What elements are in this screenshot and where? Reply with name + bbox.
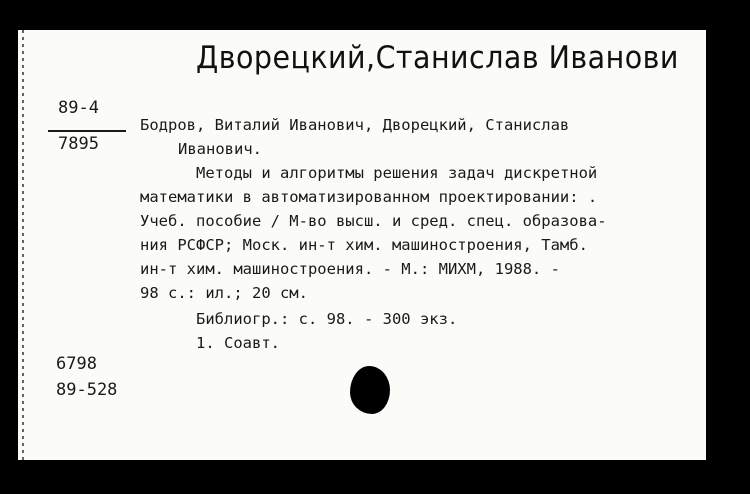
body-line-authors: Бодров, Виталий Иванович, Дворецкий, Станислав [140,116,570,134]
accession-number-2: 89-528 [56,380,118,400]
call-number-bottom: 7895 [58,134,99,154]
body-line-authors-cont: Иванович. [178,140,262,158]
catalog-card [18,30,706,460]
body-line-institutions: ния РСФСР; Моск. ин-т хим. машиностроения, Тамб. [140,236,588,254]
call-number-top: 89-4 [58,98,99,118]
body-line-publication-type: Учеб. пособие / М-во высш. и сред. спец. образова- [140,212,607,230]
card-heading-handwritten: Дворецкий,Станислав Иванови [196,40,679,76]
body-line-imprint: ин-т хим. машиностроения. - М.: МИХМ, 1988. - [140,260,560,278]
body-line-bibliography: Библиогр.: с. 98. - 300 экз. [196,310,458,328]
accession-number-1: 6798 [56,354,97,374]
body-line-physical-description: 98 с.: ил.; 20 см. [140,284,308,302]
body-line-tracing: 1. Соавт. [196,334,280,352]
call-number-divider [48,130,126,132]
body-line-title: Методы и алгоритмы решения задач дискретной [196,164,598,182]
card-edge-marks [22,30,24,460]
ink-blot [350,366,390,414]
body-line-title-cont: математики в автоматизированном проектировании: . [140,188,598,206]
